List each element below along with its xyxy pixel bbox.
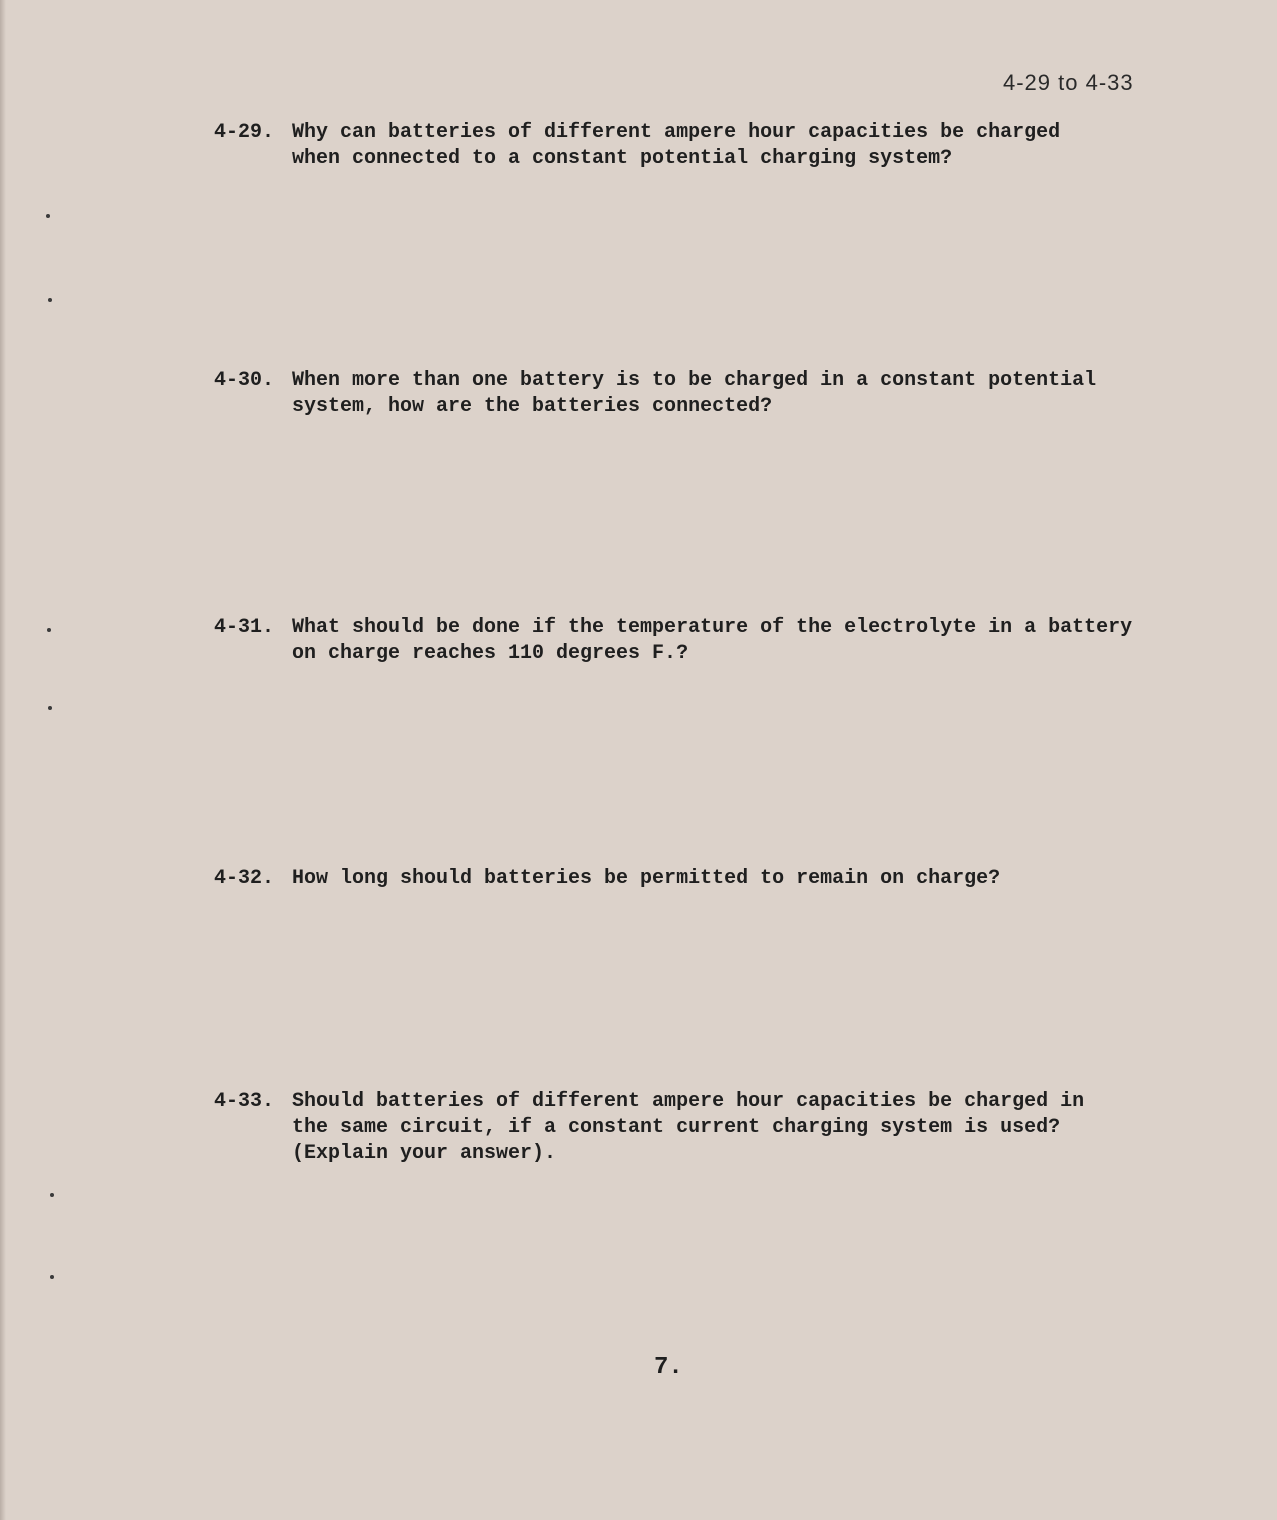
question-4-29 [214, 120, 1182, 172]
question-text: How long should batteries be permitted to remain on charge? [292, 867, 1001, 890]
question-text: Why can batteries of different ampere hour capacities be charged when connected to a constant potential charging system? [292, 121, 1061, 170]
question-4-32 [214, 866, 1182, 892]
question-4-30 [214, 368, 1182, 420]
scanned-page-edge [0, 0, 6, 1520]
question-text: When more than one battery is to be charged in a constant potential system, how are the batteries connected? [292, 369, 1097, 418]
question-4-31 [214, 615, 1182, 667]
page-number: 7. [654, 1354, 683, 1381]
scan-speck [47, 628, 51, 632]
question-number: 4-31. [214, 616, 275, 639]
scan-speck [50, 1193, 54, 1197]
question-text: Should batteries of different ampere hour capacities be charged in the same circuit, if a constant current charging system is used? (Explain your answer). [292, 1090, 1085, 1165]
scan-speck [48, 298, 52, 302]
question-text: What should be done if the temperature of the electrolyte in a battery on charge reaches 110 degrees F.? [292, 616, 1133, 665]
scan-speck [50, 1275, 54, 1279]
scan-speck [48, 706, 52, 710]
question-number: 4-32. [214, 867, 275, 890]
question-4-33 [214, 1089, 1182, 1167]
question-number: 4-33. [214, 1090, 275, 1113]
question-number: 4-29. [214, 121, 275, 144]
question-number: 4-30. [214, 369, 275, 392]
question-range-header: 4-29 to 4-33 [1003, 70, 1134, 95]
scan-speck [46, 214, 50, 218]
